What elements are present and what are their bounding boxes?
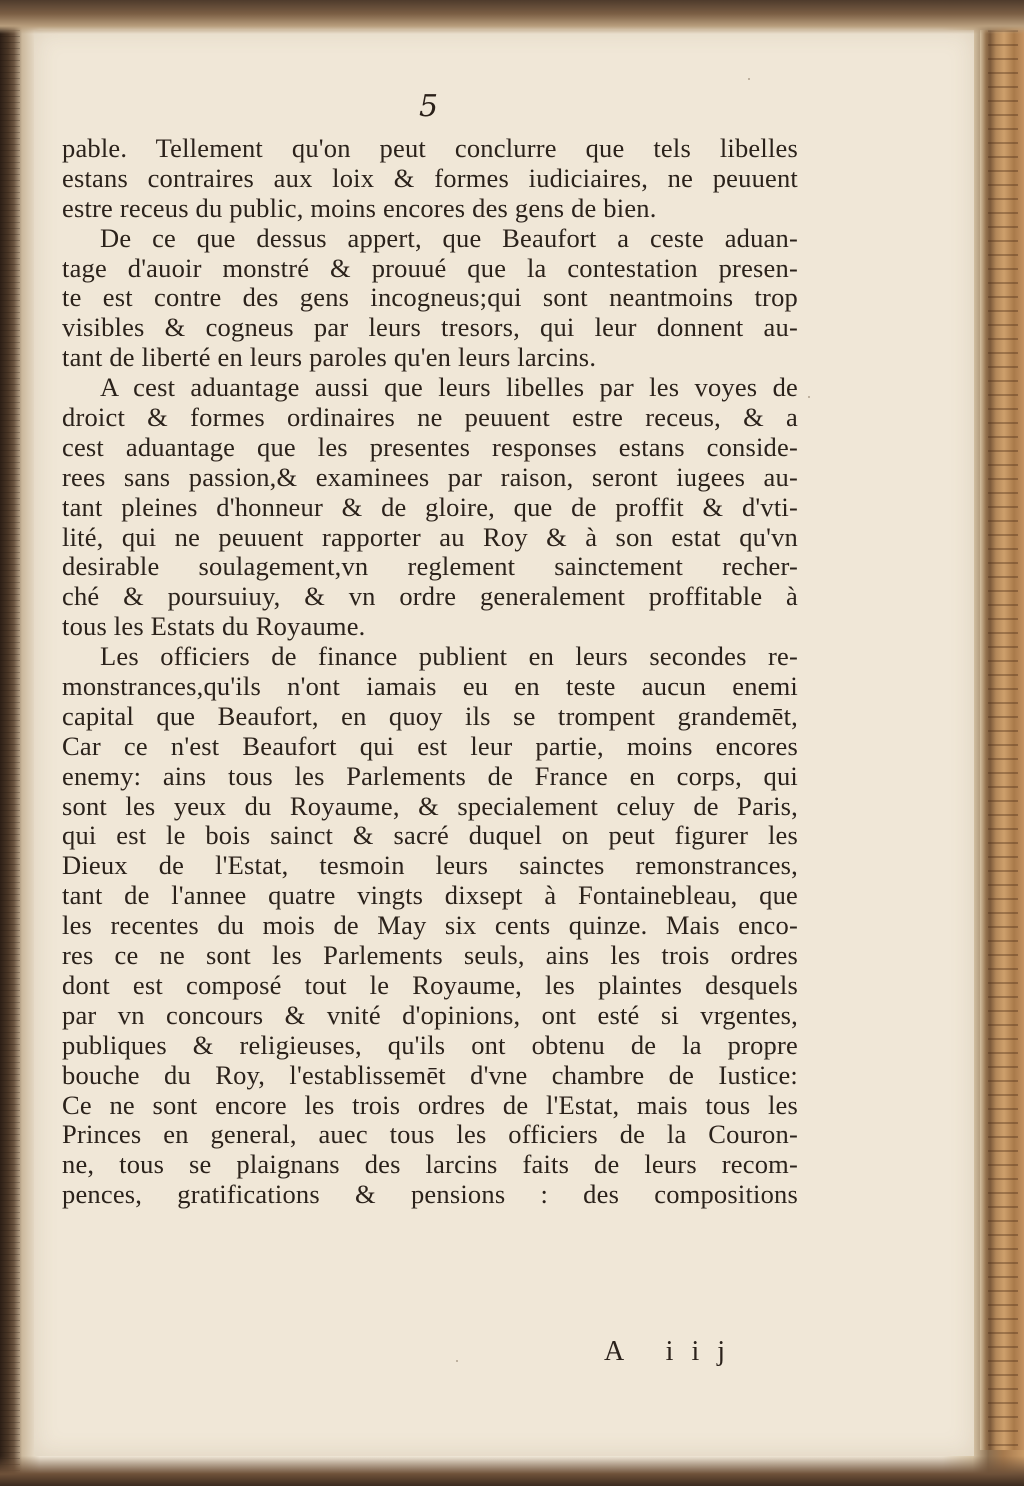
text-line: dont est composé tout le Royaume, les plaintes desquels [62, 969, 798, 1000]
text-line: De ce que dessus appert, que Beaufort a ceste aduan- [100, 222, 798, 253]
text-line: droict & formes ordinaires ne peuuent estre receus, & a [62, 402, 798, 433]
text-line: enemy: ains tous les Parlements de France en corps, qui [62, 760, 798, 791]
text-line: monstrances,qu'ils n'ont iamais eu en teste aucun enemi [62, 671, 798, 702]
page-top-shadow [0, 0, 1024, 34]
text-line: pences, gratifications & pensions : des compositions [62, 1179, 798, 1210]
text-line: Dieux de l'Estat, tesmoin leurs sainctes remonstrances, [62, 850, 798, 881]
text-line: estre receus du public, moins encores des gens de bien. [62, 192, 657, 223]
text-line: bouche du Roy, l'establissemēt d'vne chambre de Iustice: [62, 1059, 798, 1090]
text-line: ne, tous se plaignans des larcins faits de leurs recom- [62, 1149, 798, 1180]
text-line: capital que Beaufort, en quoy ils se trompent grandemēt, [62, 700, 798, 731]
text-line: Princes en general, auec tous les officiers de la Couron- [62, 1119, 798, 1150]
signature-mark: A iij [604, 1336, 744, 1367]
paper-speck [748, 78, 750, 80]
text-line: tant de l'annee quatre vingts dixsept à Fontainebleau, que [62, 880, 798, 911]
text-line: desirable soulagement,vn reglement sainctement recher- [62, 551, 798, 582]
text-line: Car ce n'est Beaufort qui est leur partie, moins encores [62, 730, 798, 761]
text-line: les recentes du mois de May six cents quinze. Mais enco- [62, 910, 798, 941]
paper-speck [456, 1360, 458, 1362]
text-line: lité, qui ne peuuent rapporter au Roy & à son estat qu'vn [62, 521, 798, 552]
page-body-text [62, 134, 798, 1210]
book-fore-edge-right [980, 30, 1024, 1450]
text-line: A cest aduantage aussi que leurs libelles par les voyes de [100, 372, 798, 403]
text-line: par vn concours & vnité d'opinions, ont esté si vrgentes, [62, 999, 798, 1030]
book-fore-edge-left [0, 0, 20, 1486]
text-line: Ce ne sont encore les trois ordres de l'Estat, mais tous les [62, 1089, 798, 1120]
text-line: publiques & religieuses, qu'ils ont obtenu de la propre [62, 1029, 798, 1060]
text-line: estans contraires aux loix & formes iudiciaires, ne peuuent [62, 162, 798, 193]
text-line: ché & poursuiuy, & vn ordre generalement proffitable à [62, 581, 798, 612]
text-line: sont les yeux du Royaume, & specialement celuy de Paris, [62, 790, 798, 821]
text-line: qui est le bois sainct & sacré duquel on peut figurer les [62, 820, 798, 851]
text-line: rees sans passion,& examinees par raison, seront iugees au- [62, 461, 798, 492]
text-line: visibles & cogneus par leurs tresors, qui leur donnent au- [62, 312, 798, 343]
paper-speck [808, 396, 810, 398]
text-line: tous les Estats du Royaume. [62, 611, 366, 642]
text-line: te est contre des gens incogneus;qui sont neantmoins trop [62, 282, 798, 313]
page-bottom-shadow [0, 1456, 1024, 1486]
text-line: tage d'auoir monstré & prouué que la contestation presen- [62, 252, 798, 283]
page-number: 5 [419, 89, 439, 124]
text-line: tant pleines d'honneur & de gloire, que de proffit & d'vti- [62, 491, 798, 522]
text-line: Les officiers de finance publient en leurs secondes re- [100, 641, 798, 672]
text-line: cest aduantage que les presentes responses estans conside- [62, 431, 798, 462]
text-line: pable. Tellement qu'on peut conclurre que tels libelles [62, 133, 798, 163]
text-line: tant de liberté en leurs paroles qu'en leurs larcins. [62, 342, 597, 373]
text-line: res ce ne sont les Parlements seuls, ains les trois ordres [62, 940, 798, 971]
